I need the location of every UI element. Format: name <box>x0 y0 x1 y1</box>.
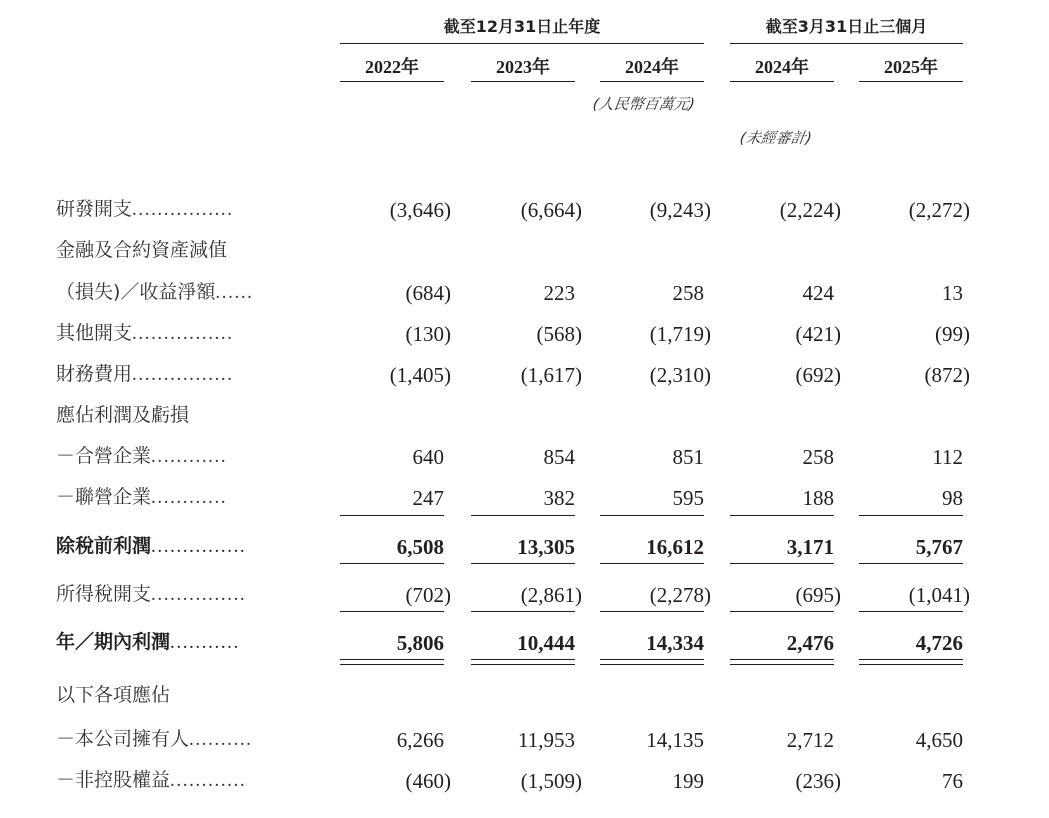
cell-value: 5,806 <box>396 631 444 655</box>
row-label <box>56 767 246 793</box>
row-label-text: 研發開支 <box>56 198 133 220</box>
cell-value: 2,712 <box>786 728 834 752</box>
leader-dots: ................ <box>132 323 234 344</box>
cell-value: (3,646) <box>389 198 451 222</box>
double-underline <box>730 664 834 665</box>
leader-dots: ........... <box>170 632 240 653</box>
row-label <box>56 196 234 222</box>
cell-value: 2,476 <box>786 631 834 655</box>
leader-dots: ............... <box>151 536 247 557</box>
row-label-text: 除稅前利潤 <box>56 535 152 557</box>
cell-value: (872) <box>924 363 970 387</box>
cell-value: (684) <box>405 281 451 305</box>
cell-value: (9,243) <box>649 198 711 222</box>
column-header-2024-q1: 2024年 <box>755 57 809 77</box>
cell-value: 112 <box>932 445 963 469</box>
year-rule-3 <box>600 81 704 82</box>
column-header-2025-q1: 2025年 <box>884 57 938 77</box>
cell-value: 199 <box>672 769 704 793</box>
row-label-text: －合營企業 <box>56 445 152 467</box>
cell-value: (2,278) <box>649 583 711 607</box>
year-rule-4 <box>730 81 834 82</box>
cell-value: (6,664) <box>520 198 582 222</box>
cell-value: 188 <box>802 486 834 510</box>
cell-value: 14,334 <box>646 631 704 655</box>
row-label <box>56 581 246 607</box>
leader-dots: ............ <box>151 487 228 508</box>
cell-value: 247 <box>412 486 444 510</box>
single-underline <box>730 611 834 612</box>
cell-value: 13,305 <box>517 535 575 559</box>
single-underline <box>859 611 963 612</box>
cell-value: (1,719) <box>649 322 711 346</box>
double-underline <box>340 659 444 660</box>
cell-value: (695) <box>795 583 841 607</box>
group-header-rule-quarter <box>730 43 963 44</box>
leader-dots: ............... <box>151 584 247 605</box>
single-underline <box>730 563 834 564</box>
currency-note: (人民幣百萬元) <box>591 95 696 113</box>
cell-value: (2,224) <box>779 198 841 222</box>
group-header-year-ended: 截至12月31日止年度 <box>443 17 601 36</box>
cell-value: (460) <box>405 769 451 793</box>
leader-dots: .......... <box>189 729 253 750</box>
cell-value: 11,953 <box>518 728 575 752</box>
cell-value: (1,509) <box>520 769 582 793</box>
cell-value: 382 <box>543 486 575 510</box>
cell-value: 4,650 <box>915 728 963 752</box>
cell-value: (568) <box>536 322 582 346</box>
single-underline <box>340 563 444 564</box>
row-label <box>56 320 234 346</box>
row-label-text: （損失)／收益淨額 <box>56 281 216 303</box>
row-label <box>56 402 189 428</box>
cell-value: 6,508 <box>396 535 444 559</box>
single-underline <box>730 515 834 516</box>
cell-value: 98 <box>942 486 963 510</box>
row-label-text: 其他開支 <box>56 322 133 344</box>
year-rule-1 <box>340 81 444 82</box>
row-label <box>56 533 246 559</box>
cell-value: (1,405) <box>389 363 451 387</box>
single-underline <box>471 515 575 516</box>
row-label <box>56 682 170 708</box>
cell-value: 13 <box>942 281 963 305</box>
single-underline <box>859 515 963 516</box>
single-underline <box>340 611 444 612</box>
row-label <box>56 279 254 305</box>
cell-value: 258 <box>802 445 834 469</box>
single-underline <box>600 563 704 564</box>
cell-value: 10,444 <box>517 631 575 655</box>
cell-value: 854 <box>543 445 575 469</box>
group-header-three-months: 截至3月31日止三個月 <box>765 17 928 36</box>
cell-value: 595 <box>672 486 704 510</box>
cell-value: 424 <box>802 281 834 305</box>
double-underline <box>859 659 963 660</box>
cell-value: (692) <box>795 363 841 387</box>
leader-dots: ............ <box>170 770 247 791</box>
double-underline <box>340 664 444 665</box>
group-header-rule-year <box>340 43 704 44</box>
cell-value: 223 <box>543 281 575 305</box>
cell-value: 5,767 <box>915 535 963 559</box>
leader-dots: ...... <box>215 282 254 303</box>
column-header-2022: 2022年 <box>365 57 419 77</box>
cell-value: 4,726 <box>915 631 963 655</box>
row-label-text: －本公司擁有人 <box>56 728 190 750</box>
row-label-text: 所得稅開支 <box>56 583 152 605</box>
row-label <box>56 443 227 469</box>
cell-value: (236) <box>795 769 841 793</box>
row-label-text: 年／期內利潤 <box>56 631 171 653</box>
row-label-text: 應佔利潤及虧損 <box>56 404 190 426</box>
column-header-2023: 2023年 <box>496 57 550 77</box>
cell-value: 258 <box>672 281 704 305</box>
cell-value: (2,310) <box>649 363 711 387</box>
cell-value: (1,041) <box>908 583 970 607</box>
single-underline <box>600 515 704 516</box>
double-underline <box>600 664 704 665</box>
row-label-text: 金融及合約資產減值 <box>56 239 228 261</box>
cell-value: 16,612 <box>646 535 704 559</box>
cell-value: (1,617) <box>520 363 582 387</box>
double-underline <box>471 659 575 660</box>
single-underline <box>471 563 575 564</box>
row-label <box>56 484 227 510</box>
cell-value: 640 <box>412 445 444 469</box>
double-underline <box>600 659 704 660</box>
cell-value: 851 <box>672 445 704 469</box>
leader-dots: ............ <box>151 446 228 467</box>
row-label <box>56 237 227 263</box>
single-underline <box>340 515 444 516</box>
cell-value: (702) <box>405 583 451 607</box>
cell-value: (2,272) <box>908 198 970 222</box>
single-underline <box>859 563 963 564</box>
single-underline <box>471 611 575 612</box>
cell-value: 3,171 <box>786 535 834 559</box>
leader-dots: ................ <box>132 364 234 385</box>
cell-value: 14,135 <box>646 728 704 752</box>
double-underline <box>859 664 963 665</box>
double-underline <box>471 664 575 665</box>
row-label <box>56 726 253 752</box>
column-header-2024: 2024年 <box>625 57 679 77</box>
row-label-text: 以下各項應佔 <box>56 684 171 706</box>
cell-value: (99) <box>935 322 970 346</box>
row-label <box>56 629 240 655</box>
single-underline <box>600 611 704 612</box>
cell-value: 6,266 <box>396 728 444 752</box>
cell-value: 76 <box>942 769 963 793</box>
row-label-text: －非控股權益 <box>56 769 171 791</box>
leader-dots: ................ <box>132 199 234 220</box>
cell-value: (130) <box>405 322 451 346</box>
year-rule-5 <box>859 81 963 82</box>
row-label-text: －聯營企業 <box>56 486 152 508</box>
cell-value: (2,861) <box>520 583 582 607</box>
row-label-text: 財務費用 <box>56 363 133 385</box>
double-underline <box>730 659 834 660</box>
cell-value: (421) <box>795 322 841 346</box>
year-rule-2 <box>471 81 575 82</box>
row-label <box>56 361 234 387</box>
unaudited-note: (未經審計) <box>738 129 813 147</box>
